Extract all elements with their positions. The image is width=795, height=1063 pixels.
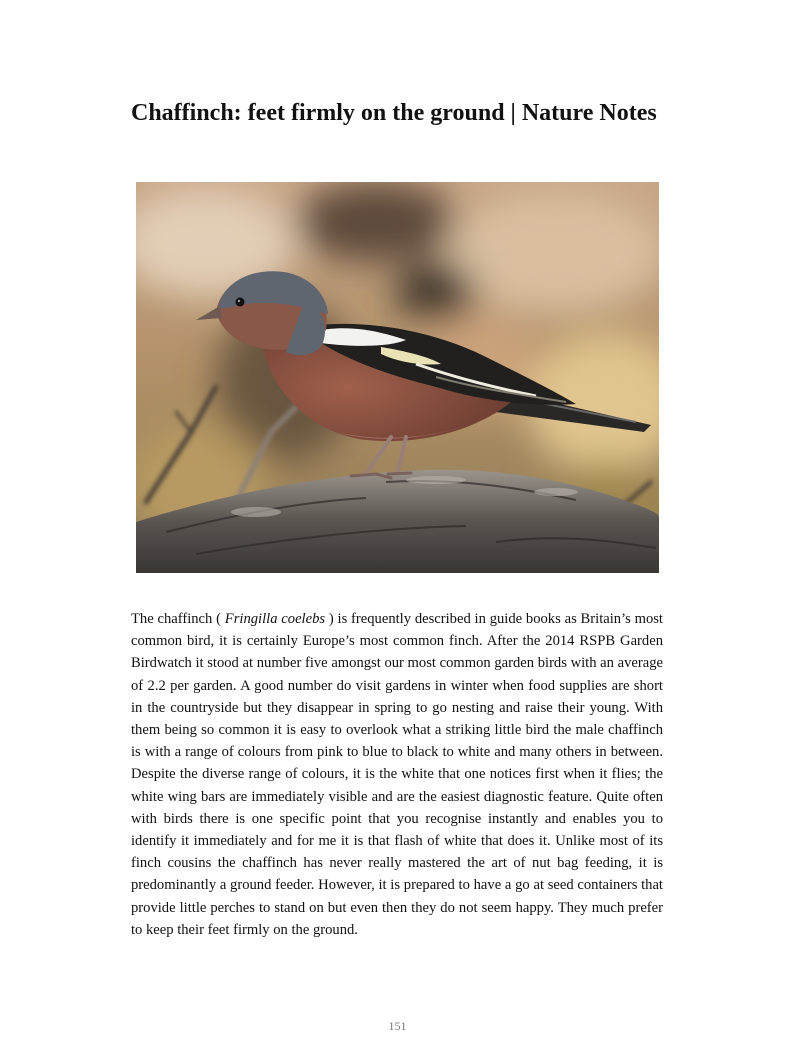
species-name: Fringilla coelebs <box>224 611 326 627</box>
article-paragraph <box>131 608 663 941</box>
paragraph-text-rest: ) is frequently described in guide books as Britain’s most common bird, it is certainly Europe’s most common finch. After the 2014 RSPB Garden Birdwatch it stood at number five amongst our most common garden birds with an average of 2.2 per garden. A good number do visit gardens in winter when food supplies are short in the countryside but they disappear in spring to go nesting and raise their young. With them being so common it is easy to overlook what a striking little bird the male chaffinch is with a range of colours from pink to blue to black to white and many others in between. Despite the diverse range of colours, it is the white that one notices first when it flies; the white wing bars are immediately visible and are the easiest diagnostic feature. Quite often with birds there is one specific point that you recognise instantly and enables you to identify it immediately and for me it is that flash of white that does it. Unlike most of its finch cousins the chaffinch has never really mastered the art of nut bag feeding, it is predominantly a ground feeder. However, it is prepared to have a go at seed containers that provide little perches to stand on but even then they do not seem happy. They much prefer to keep their feet firmly on the ground. <box>131 611 663 938</box>
chaffinch-photo <box>136 182 659 573</box>
paragraph-text-start: The chaffinch ( <box>131 611 225 627</box>
page-title: Chaffinch: feet firmly on the ground | Nature Notes <box>131 100 657 126</box>
page-number: 151 <box>388 1019 407 1033</box>
